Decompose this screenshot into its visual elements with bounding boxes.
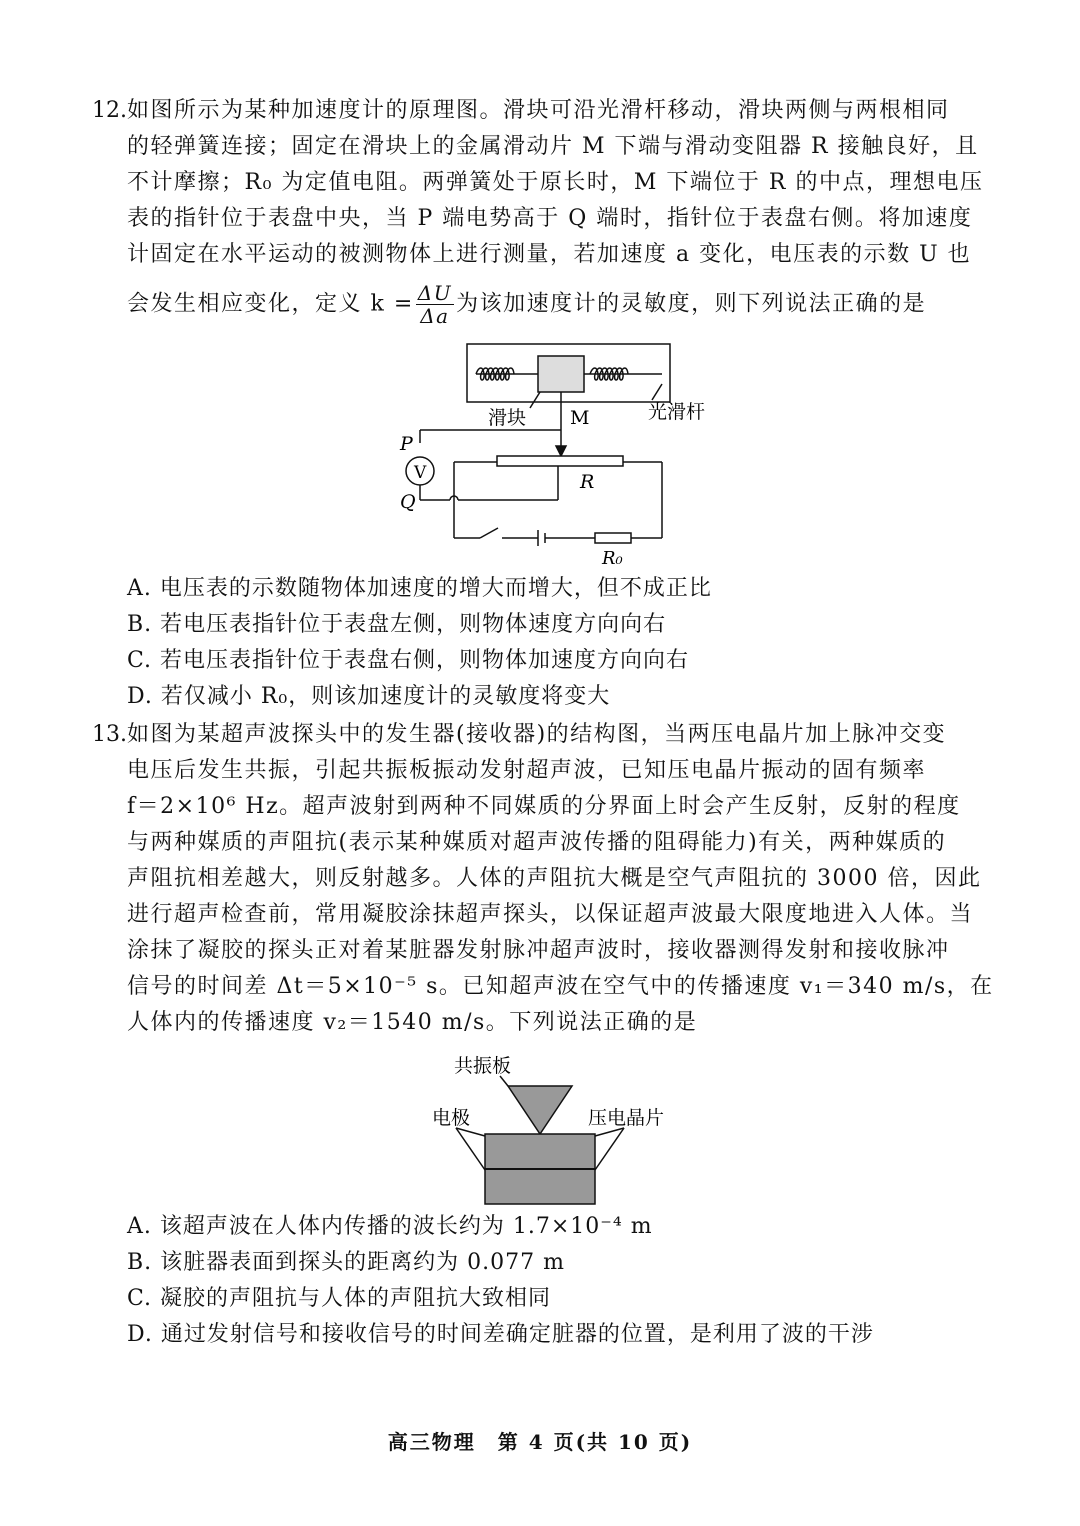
question-text-line: 涂抹了凝胶的探头正对着某脏器发射脉冲超声波时，接收器测得发射和接收脉冲 [127, 938, 950, 963]
formula-prefix: 会发生相应变化，定义 k = [127, 291, 414, 317]
question-text-line: 的轻弹簧连接；固定在滑块上的金属滑动片 M 下端与滑动变阻器 R 接触良好，且 [127, 134, 979, 159]
question-text-line: 电压后发生共振，引起共振板振动发射超声波，已知压电晶片振动的固有频率 [127, 758, 927, 783]
option-b: B. 该脏器表面到探头的距离约为 0.077 m [127, 1250, 565, 1275]
question-text-line: 与两种媒质的声阻抗(表示某种媒质对超声波传播的阻碍能力)有关，两种媒质的 [127, 830, 947, 855]
option-a: A. 该超声波在人体内传播的波长约为 1.7×10⁻⁴ m [127, 1214, 653, 1239]
r0-label: R₀ [602, 548, 623, 569]
question-text-line: 不计摩擦；R₀ 为定值电阻。两弹簧处于原长时，M 下端位于 R 的中点，理想电压 [127, 170, 984, 195]
question-text-line-formula [127, 282, 926, 327]
ultrasonic-probe-diagram [410, 1048, 700, 1208]
page-footer: 高三物理 第 4 页(共 10 页) [387, 1430, 693, 1454]
fraction-numerator: ΔU [417, 281, 453, 305]
option-b: B. 若电压表指针位于表盘左侧，则物体速度方向向右 [127, 612, 667, 637]
formula-suffix: 为该加速度计的灵敏度，则下列说法正确的是 [456, 291, 927, 317]
question-text-line: 表的指针位于表盘中央，当 P 端电势高于 Q 端时，指针位于表盘右侧。将加速度 [127, 206, 973, 231]
q-label: Q [400, 491, 416, 513]
question-text-line: 如图为某超声波探头中的发生器(接收器)的结构图，当两压电晶片加上脉冲交变 [127, 722, 947, 747]
slider-label: 滑块 [488, 407, 527, 429]
option-a: A. 电压表的示数随物体加速度的增大而增大，但不成正比 [127, 576, 712, 601]
voltmeter-label: V [414, 463, 427, 483]
option-c: C. 凝胶的声阻抗与人体的声阻抗大致相同 [127, 1286, 552, 1311]
question-text-line: f＝2×10⁶ Hz。超声波射到两种不同媒质的分界面上时会产生反射，反射的程度 [127, 794, 961, 819]
option-d: D. 若仅减小 R₀，则该加速度计的灵敏度将变大 [127, 684, 611, 709]
p-label: P [400, 433, 413, 455]
option-c: C. 若电压表指针位于表盘右侧，则物体加速度方向向右 [127, 648, 690, 673]
plate-label: 共振板 [454, 1055, 512, 1077]
question-text-line: 计固定在水平运动的被测物体上进行测量，若加速度 a 变化，电压表的示数 U 也 [127, 242, 972, 267]
electrode-label: 电极 [432, 1107, 471, 1129]
question-text-line: 人体内的传播速度 v₂＝1540 m/s。下列说法正确的是 [127, 1010, 698, 1035]
rod-label: 光滑杆 [648, 401, 706, 423]
question-number: 12. [92, 98, 127, 123]
r-label: R [580, 471, 595, 493]
sensitivity-fraction [416, 282, 454, 327]
accelerometer-diagram [390, 338, 706, 578]
question-number: 13. [92, 722, 127, 747]
question-text-line: 信号的时间差 Δt＝5×10⁻⁵ s。已知超声波在空气中的传播速度 v₁＝340 m/s，在 [127, 974, 994, 999]
question-text-line: 声阻抗相差越大，则反射越多。人体的声阻抗大概是空气声阻抗的 3000 倍，因此 [127, 866, 982, 891]
question-text-line: 如图所示为某种加速度计的原理图。滑块可沿光滑杆移动，滑块两侧与两根相同 [127, 98, 950, 123]
question-text-line: 进行超声检查前，常用凝胶涂抹超声探头，以保证超声波最大限度地进入人体。当 [127, 902, 974, 927]
crystal-label: 压电晶片 [588, 1107, 665, 1129]
m-label: M [570, 407, 590, 429]
option-d: D. 通过发射信号和接收信号的时间差确定脏器的位置，是利用了波的干涉 [127, 1322, 874, 1347]
fraction-denominator: Δa [420, 304, 450, 328]
